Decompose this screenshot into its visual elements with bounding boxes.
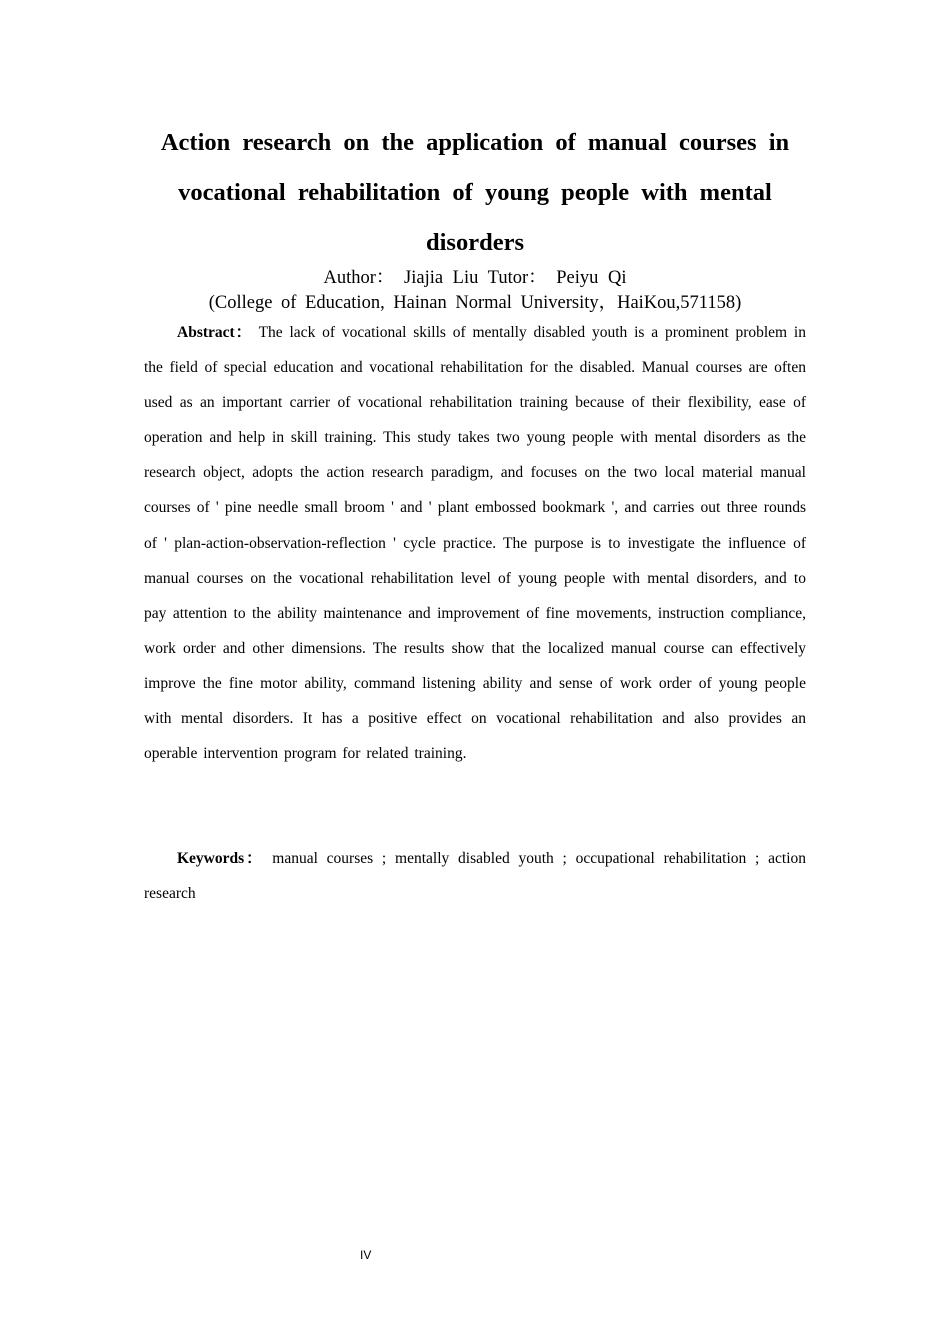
- page-number: IV: [360, 1248, 372, 1262]
- abstract-paragraph: [144, 315, 806, 771]
- abstract-label: Abstract：: [177, 324, 253, 341]
- keywords-paragraph: [144, 841, 806, 911]
- abstract-text: The lack of vocational skills of mentally disabled youth is a prominent problem in the field of special education and vocational rehabilitation for the disabled. Manual courses are often used as an important carrier of vocational rehabilitation training because of their flexibility, ease of operation and help in skill training. This study takes two young people with mental disorders as the research object, adopts the action research paradigm, and focuses on the two local material manual courses of ' pine needle small broom ' and ' plant embossed bookmark ', and carries out three rounds of ' plan-action-observation-reflection ' cycle practice. The purpose is to investigate the influence of manual courses on the vocational rehabilitation level of young people with mental disorders, and to pay attention to the ability maintenance and improvement of fine movements, instruction compliance, work order and other dimensions. The results show that the localized manual course can effectively improve the fine motor ability, command listening ability and sense of work order of young people with mental disorders. It has a positive effect on vocational rehabilitation and also provides an operable intervention program for related training.: [144, 324, 806, 763]
- paper-title: Action research on the application of manual courses in vocational rehabilitation of young people with mental disorders: [160, 129, 790, 256]
- keywords-text: manual courses ; mentally disabled youth ; occupational rehabilitation ; action research: [144, 850, 806, 903]
- author-line: Author： Jiajia Liu Tutor： Peiyu Qi: [323, 268, 627, 288]
- keywords-label: Keywords：: [177, 850, 264, 867]
- affiliation-line: (College of Education, Hainan Normal University，HaiKou,571158): [208, 293, 742, 313]
